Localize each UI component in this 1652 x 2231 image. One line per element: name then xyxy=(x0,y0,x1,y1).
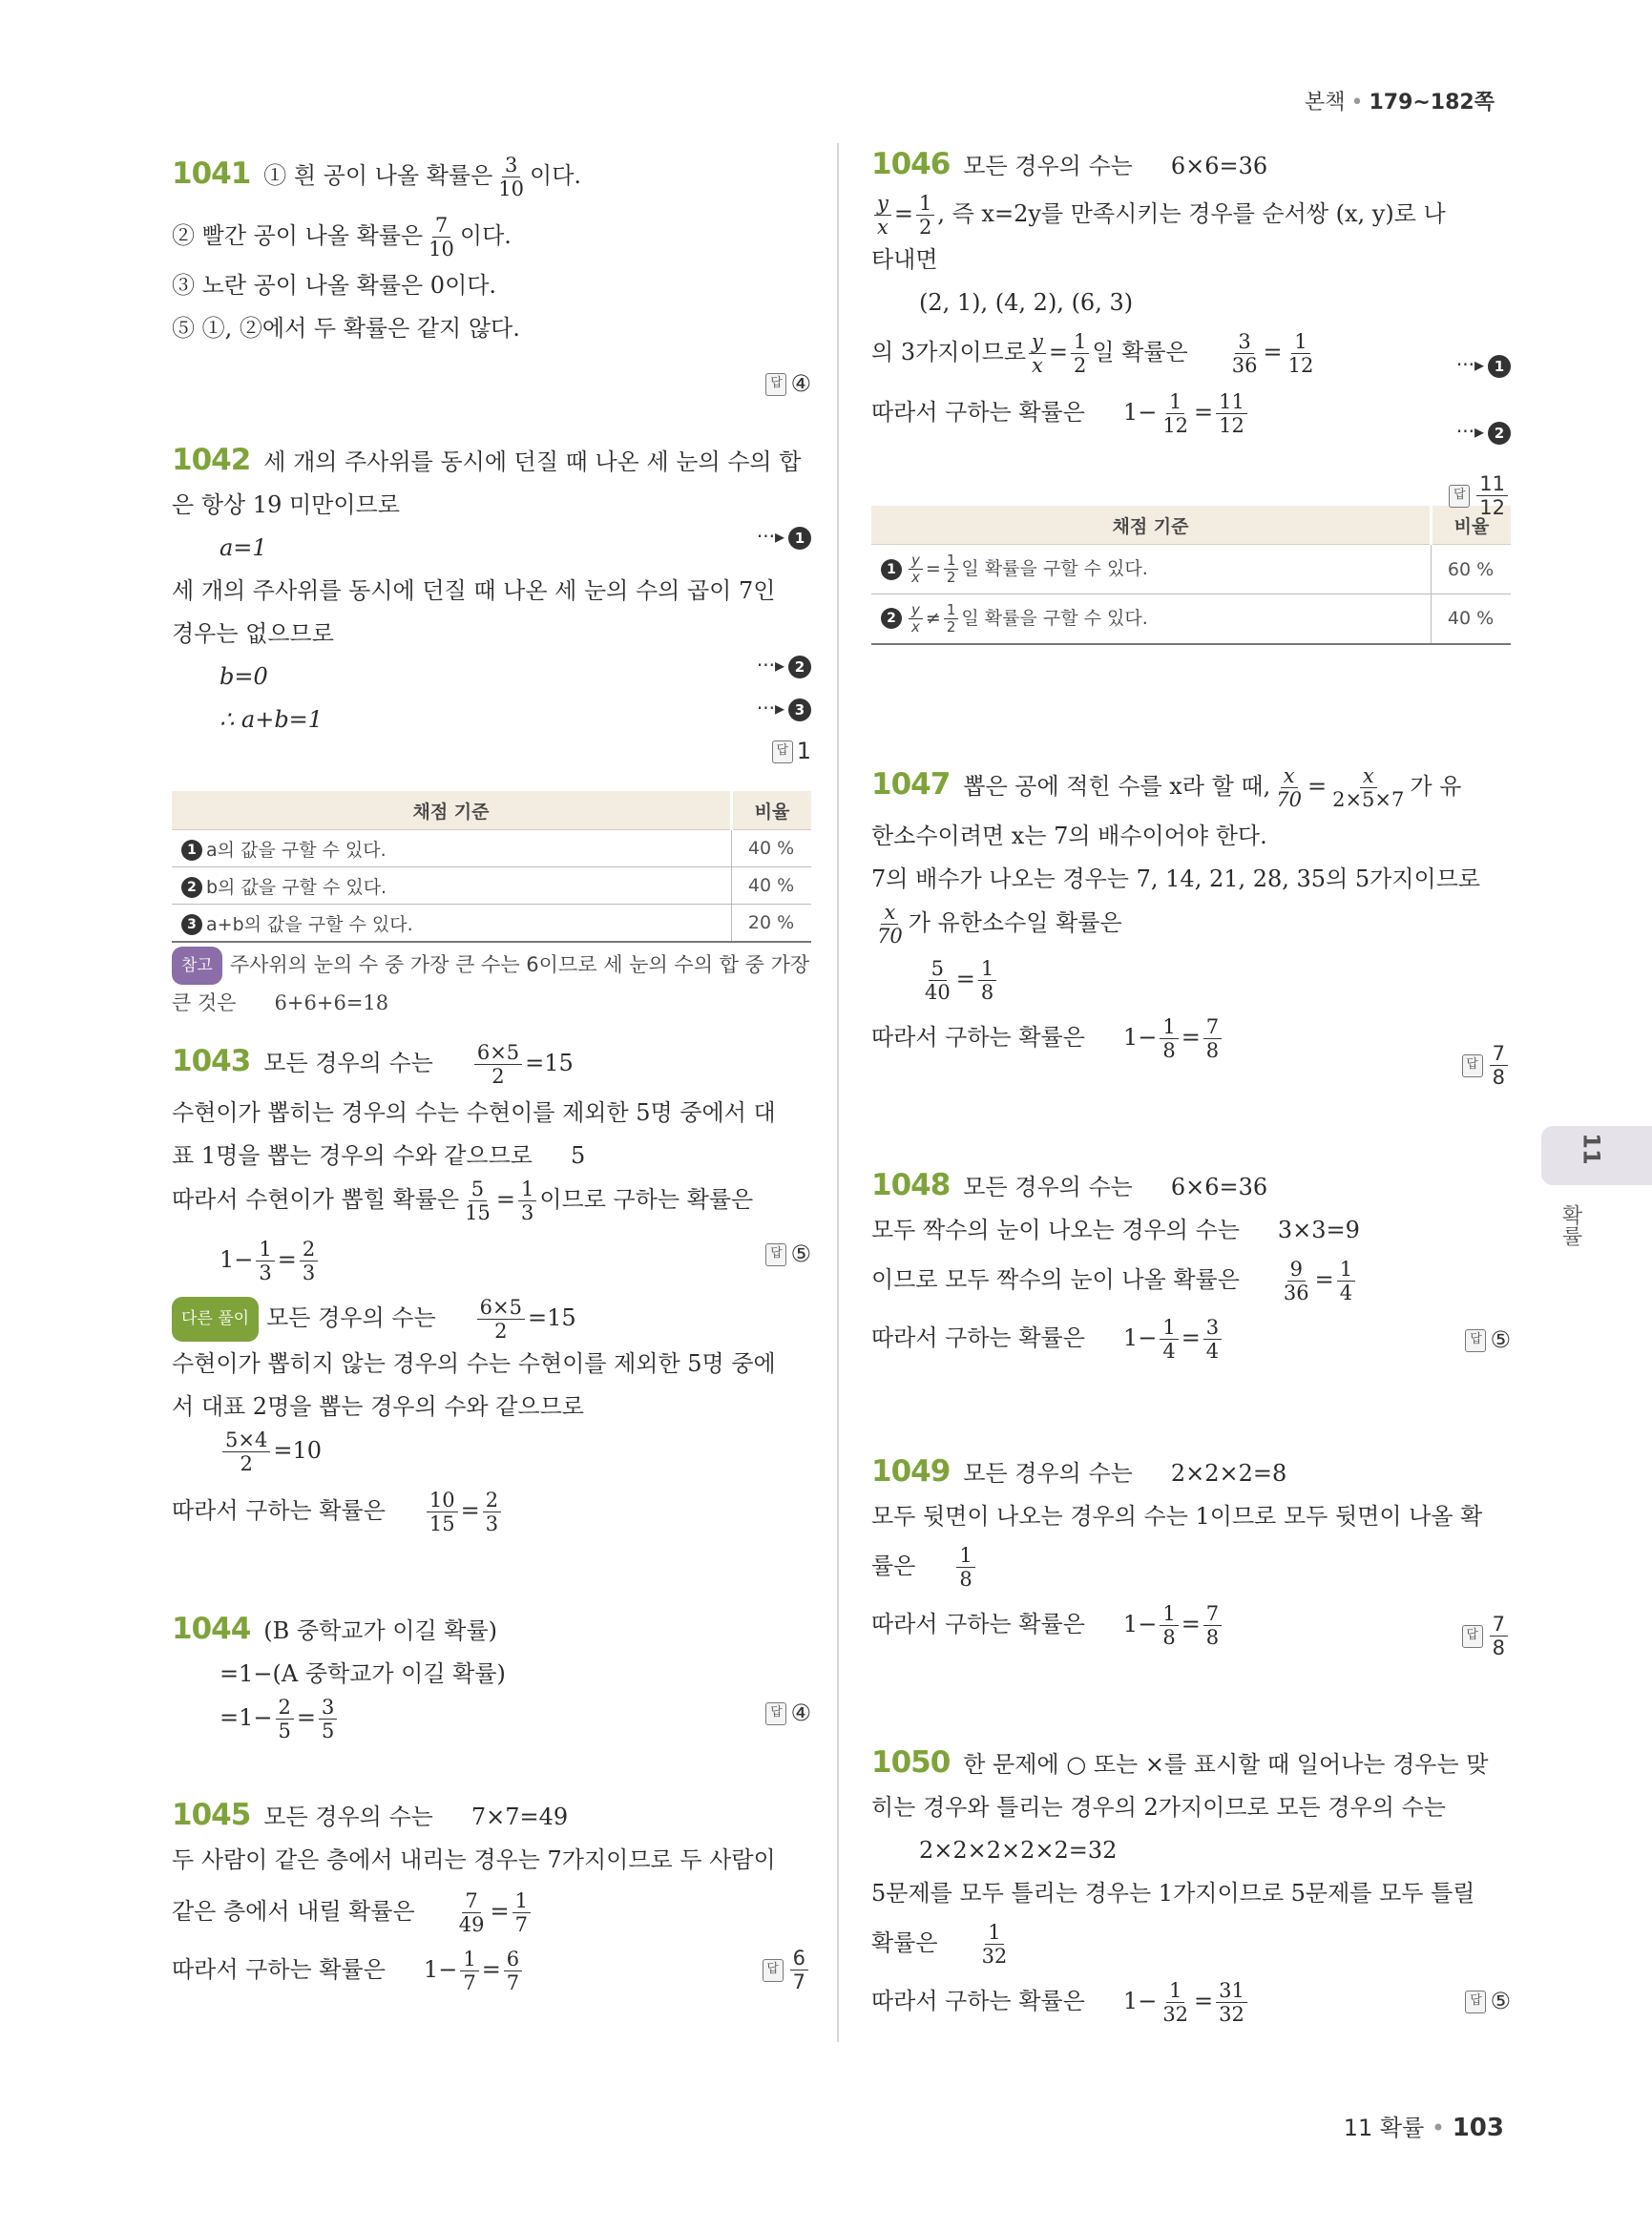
problem-number: 1046 xyxy=(871,147,951,181)
text: 경우는 없으므로 xyxy=(172,620,334,647)
answer: 답 1 xyxy=(772,738,811,764)
answer-icon: 답 xyxy=(765,1702,786,1725)
answer-icon: 답 xyxy=(772,740,793,763)
fraction: $\frac{6\times 5}{2}$ xyxy=(474,1041,522,1088)
alt-solution-tag: 다른 풀이 xyxy=(172,1297,259,1342)
answer-icon: 답 xyxy=(1462,1054,1483,1077)
text: (2, 1), (4, 2), (6, 3) xyxy=(919,289,1134,316)
table-row: 3 a+b의 값을 구할 수 있다. 20 % xyxy=(172,905,811,943)
table-header: 채점 기준 xyxy=(172,791,732,830)
chapter-tab-label: 확률 xyxy=(1558,1204,1582,1246)
footer-chapter: 11 확률 xyxy=(1343,2115,1425,2141)
fraction: $\frac{7}{10}$ xyxy=(429,214,454,261)
answer-icon: 답 xyxy=(1465,1991,1486,2013)
answer: 답 ④ xyxy=(765,370,811,397)
step-marker-2: ···▸ 2 xyxy=(757,654,811,678)
answer-icon: 답 xyxy=(1462,1625,1483,1648)
text: 타내면 xyxy=(871,246,938,273)
problem-1047: 1047 뽑은 공에 적힌 수를 x라 할 때, $\frac{x}{70}$ = $\frac{x}{2\times 5\times 7}$ 가 유 한소수이려면 x는 7의 배수이어야 한다. 7의 배수가 나오는 경우는 7, 14, 21, 28, 35의 5가지이므로 $\frac{x}{70}$ 가 유한소수일 확률은 $\frac{5}{40}$ = $\frac{1}{8}$ 따라서 구하는 확률은 1− $\frac{1}{8}$ = $\frac{7}{8}$ 답 $\frac{7}{8}$ xyxy=(871,763,1511,1164)
answer: 답 ⑤ xyxy=(765,1241,811,1267)
answer-icon: 답 xyxy=(1465,1329,1486,1352)
book-label: 본책 xyxy=(1304,91,1346,115)
table-row: 1 a의 값을 구할 수 있다. 40 % xyxy=(172,830,811,867)
scoring-table xyxy=(172,791,811,943)
problem-number: 1049 xyxy=(871,1454,951,1489)
problem-1043: 1043 모든 경우의 수는 $\frac{6\times 5}{2}$ =15 수현이가 뽑히는 경우의 수는 수현이를 제외한 5명 중에서 대 표 1명을 뽑는 경우의 수와 같으므로 5 따라서 수현이가 뽑힐 확률은 $\frac{5}{15}$ = $\frac{1}{3}$ 이므로 구하는 확률은 1− $\frac{1}{3}$ = $\frac{2}{3}$ 답 ⑤ 다른 풀이 모든 경우의 수는 $\frac{6\times 5}{2}$ =15 수현이가 뽑히지 않는 경우의 수는 수현이를 제외한 5명 중에 서 대표 2명을 뽑는 경우의 수와 같으므로 $\frac{5\times 4}{2}$ =10 따라서 구하는 확률은 $\frac{10}{15}$ = $\frac{2}{3}$ xyxy=(172,1041,811,1535)
table-row: 2 $\frac{y}{x}$ ≠ $\frac{1}{2}$ 일 확률을 구할 수 있다. 40 % xyxy=(871,594,1511,644)
problem-number: 1045 xyxy=(172,1798,251,1832)
text: ① 흰 공이 나올 확률은 xyxy=(263,162,493,189)
answer: 답 ⑤ xyxy=(1465,1988,1511,2014)
scoring-table xyxy=(871,506,1511,645)
step-marker-3: ···▸ 3 xyxy=(757,697,811,721)
problem-1046: 1046 모든 경우의 수는 6×6=36 $\frac{y}{x}$ = $\frac{1}{2}$ , 즉 x=2y를 만족시키는 경우를 순서쌍 (x, y)로 나 타내면 (2, 1), (4, 2), (6, 3) 의 3가지이므로 $\frac{y}{x}$ = $\frac{1}{2}$ 일 확률은 $\frac{3}{36}$ = $\frac{1}{12}$ ···▸ 1 따라서 구하는 확률은 1− $\frac{1}{12}$ = $\frac{11}{12}$ ···▸ 2 답 $\frac{11}{12}$ 채점 기준 비율 1 $\frac{y}{x}$ = $\frac{1}{2}$ 일 확률을 구할 수 있다. 60 % 2 $\frac{y}{x}$ ≠ $\frac{1}{2}$ 일 확률을 구할 수 있다. 40 % xyxy=(871,143,1511,763)
page-footer: 11 확률 • 103 xyxy=(1343,2114,1504,2142)
left-column xyxy=(172,143,811,1994)
text: 두 사람이 같은 층에서 내리는 경우는 7가지이므로 두 사람이 xyxy=(172,1846,776,1873)
text: ⑤ ①, ②에서 두 확률은 같지 않다. xyxy=(172,315,520,342)
answer-icon: 답 xyxy=(765,373,786,396)
right-column xyxy=(871,143,1511,2026)
text: 수현이가 뽑히지 않는 경우의 수는 수현이를 제외한 5명 중에 xyxy=(172,1350,776,1377)
step-marker-1: ···▸ 1 xyxy=(757,525,811,550)
text: 서 대표 2명을 뽑는 경우의 수와 같으므로 xyxy=(172,1393,584,1420)
text: 5문제를 모두 틀리는 경우는 1가지이므로 5문제를 모두 틀릴 xyxy=(871,1880,1475,1907)
note-tag: 참고 xyxy=(172,947,222,985)
table-header: 비율 xyxy=(732,791,812,830)
answer: 답 $\frac{11}{12}$ xyxy=(1449,472,1511,519)
table-header: 비율 xyxy=(1432,506,1512,545)
step-marker-2: ···▸ 2 xyxy=(1456,420,1511,445)
answer-icon: 답 xyxy=(765,1243,786,1266)
text: 세 개의 주사위를 동시에 던질 때 나온 세 눈의 수의 합 xyxy=(263,448,802,475)
page-header: 본책 • 179~182쪽 xyxy=(1304,91,1495,115)
answer: 답 $\frac{6}{7}$ xyxy=(763,1947,811,1993)
problem-1049: 1049 모든 경우의 수는 2×2×2=8 모두 뒷면이 나오는 경우의 수는 1이므로 모두 뒷면이 나올 확 률은 $\frac{1}{8}$ 따라서 구하는 확률은 1− $\frac{1}{8}$ = $\frac{7}{8}$ 답 $\frac{7}{8}$ xyxy=(871,1450,1511,1741)
text: 7의 배수가 나오는 경우는 7, 14, 21, 28, 35의 5가지이므로 xyxy=(871,865,1481,892)
text: ② 빨간 공이 나올 확률은 xyxy=(172,222,424,249)
problem-1041 xyxy=(172,153,811,439)
text: 한소수이려면 x는 7의 배수이어야 한다. xyxy=(871,823,1267,849)
text: =1−(A 중학교가 이길 확률) xyxy=(220,1660,506,1687)
text: 모두 뒷면이 나오는 경우의 수는 1이므로 모두 뒷면이 나올 확 xyxy=(871,1503,1483,1530)
fraction: $\frac{3}{10}$ xyxy=(498,154,525,200)
problem-1044: 1044 (B 중학교가 이길 확률) =1−(A 중학교가 이길 확률) =1− $\frac{2}{5}$ = $\frac{3}{5}$ 답 ④ xyxy=(172,1612,811,1742)
chapter-tab: 11 xyxy=(1541,1126,1652,1185)
text: ③ 노란 공이 나올 확률은 0이다. xyxy=(172,272,497,299)
problem-1042 xyxy=(172,439,811,1040)
note: 큰 것은 6+6+6=18 xyxy=(172,991,389,1014)
text: 표 1명을 뽑는 경우의 수와 같으므로 xyxy=(172,1142,533,1169)
answer: 답 $\frac{7}{8}$ xyxy=(1462,1613,1511,1659)
step-marker-1: ···▸ 1 xyxy=(1456,353,1511,378)
equation: ∴ a+b=1 xyxy=(220,706,324,733)
answer-icon: 답 xyxy=(1449,485,1470,508)
note: 참고 주사위의 눈의 수 중 가장 큰 수는 6이므로 세 눈의 수의 합 중 가장 xyxy=(172,947,811,985)
table-header: 채점 기준 xyxy=(871,506,1432,545)
table-row: 1 $\frac{y}{x}$ = $\frac{1}{2}$ 일 확률을 구할 수 있다. 60 % xyxy=(871,545,1511,594)
problem-number: 1042 xyxy=(172,443,251,477)
problem-1045: 1045 모든 경우의 수는 7×7=49 두 사람이 같은 층에서 내리는 경우는 7가지이므로 두 사람이 같은 층에서 내릴 확률은 $\frac{7}{49}$ = $\frac{1}{7}$ 따라서 구하는 확률은 1− $\frac{1}{7}$ = $\frac{6}{7}$ 답 $\frac{6}{7}$ xyxy=(172,1794,811,1994)
equation: 2×2×2×2×2=32 xyxy=(919,1837,1118,1864)
text: 히는 경우와 틀리는 경우의 2가지이므로 모든 경우의 수는 xyxy=(871,1794,1446,1821)
text: 은 항상 19 미만이므로 xyxy=(172,491,400,518)
text: 이다. xyxy=(530,162,582,189)
table-row: 2 b의 값을 구할 수 있다. 40 % xyxy=(172,867,811,905)
problem-1048: 1048 모든 경우의 수는 6×6=36 모두 짝수의 눈이 나오는 경우의 수는 3×3=9 이므로 모두 짝수의 눈이 나올 확률은 $\frac{9}{36}$ = $\frac{1}{4}$ 따라서 구하는 확률은 1− $\frac{1}{4}$ = $\frac{3}{4}$ 답 ⑤ xyxy=(871,1168,1511,1363)
problem-1050: 1050 한 문제에 ○ 또는 ×를 표시할 때 일어나는 경우는 맞 히는 경우와 틀리는 경우의 2가지이므로 모든 경우의 수는 2×2×2×2×2=32 5문제를 모두 틀리는 경우는 1가지이므로 5문제를 모두 틀릴 확률은 $\frac{1}{32}$ 따라서 구하는 확률은 1− $\frac{1}{32}$ = $\frac{31}{32}$ 답 ⑤ xyxy=(871,1745,1511,2026)
column-divider xyxy=(837,143,839,2042)
page-range: 179~182쪽 xyxy=(1369,91,1495,115)
problem-number: 1044 xyxy=(172,1612,251,1646)
text: 세 개의 주사위를 동시에 던질 때 나온 세 눈의 수의 곱이 7인 xyxy=(172,577,776,604)
problem-number: 1047 xyxy=(871,767,951,802)
answer: 답 ⑤ xyxy=(1465,1326,1511,1353)
equation: b=0 xyxy=(220,663,268,690)
problem-number: 1043 xyxy=(172,1044,251,1078)
problem-number: 1050 xyxy=(871,1745,951,1780)
text: 수현이가 뽑히는 경우의 수는 수현이를 제외한 5명 중에서 대 xyxy=(172,1099,776,1126)
problem-number: 1048 xyxy=(871,1168,951,1202)
equation: a=1 xyxy=(220,534,267,561)
answer-icon: 답 xyxy=(763,1959,784,1982)
text: 이다. xyxy=(459,222,512,249)
problem-number: 1041 xyxy=(172,156,251,191)
page-number: 103 xyxy=(1452,2114,1504,2142)
answer: 답 ④ xyxy=(765,1699,811,1726)
answer: 답 $\frac{7}{8}$ xyxy=(1462,1042,1511,1089)
